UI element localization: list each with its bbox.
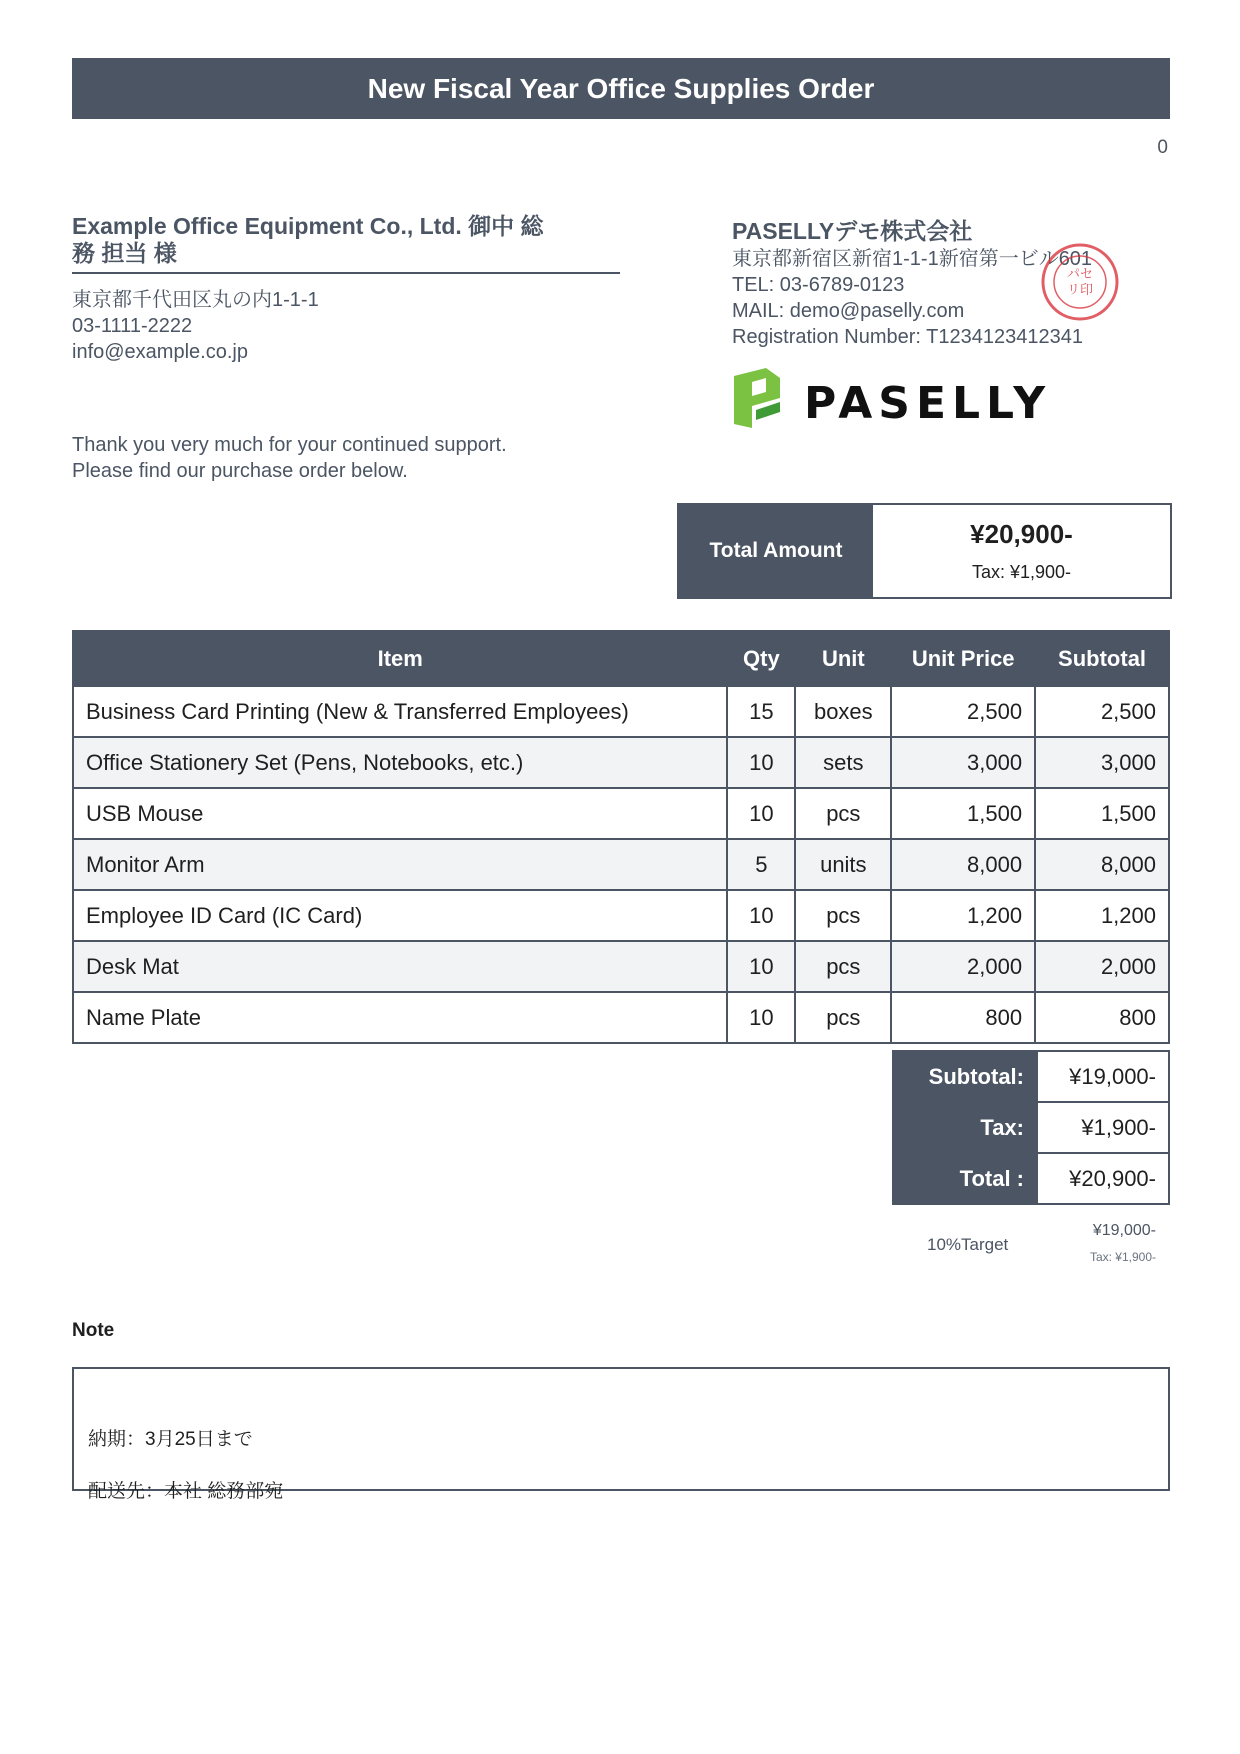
recipient-name-line1: Example Office Equipment Co., Ltd. 御中 総	[72, 213, 544, 239]
summary-tax-row	[893, 1102, 1169, 1153]
item-name: Name Plate	[73, 992, 727, 1043]
summary-total-value: ¥20,900-	[1037, 1153, 1169, 1204]
item-name: Monitor Arm	[73, 839, 727, 890]
svg-text:パセ: パセ	[1066, 267, 1094, 282]
item-name: Business Card Printing (New & Transferred Employees)	[73, 686, 727, 737]
total-amount-value	[873, 505, 1170, 597]
item-name: Office Stationery Set (Pens, Notebooks, etc.)	[73, 737, 727, 788]
recipient-name-line2: 務 担当 様	[72, 240, 177, 266]
table-row	[73, 686, 1169, 737]
item-unit: units	[795, 839, 891, 890]
item-subtotal: 2,000	[1035, 941, 1169, 992]
svg-text:リ印: リ印	[1066, 283, 1094, 298]
sender-registration: Registration Number: T1234123412341	[732, 326, 1083, 348]
table-row	[73, 788, 1169, 839]
item-subtotal: 8,000	[1035, 839, 1169, 890]
item-unit: pcs	[795, 941, 891, 992]
item-subtotal: 1,500	[1035, 788, 1169, 839]
item-qty: 10	[727, 788, 795, 839]
sender-address: 東京都新宿区新宿1-1-1新宿第一ビル601	[732, 248, 1093, 270]
item-unit: pcs	[795, 992, 891, 1043]
summary-total-label: Total :	[893, 1153, 1037, 1204]
item-qty: 5	[727, 839, 795, 890]
header-subtotal: Subtotal	[1035, 631, 1169, 686]
recipient-email: info@example.co.jp	[72, 341, 248, 363]
greeting-line1: Thank you very much for your continued support.	[72, 434, 507, 456]
note-line2: 配送先：本社 総務部宛	[88, 1481, 284, 1502]
recipient-address: 東京都千代田区丸の内1-1-1	[72, 289, 319, 311]
table-row	[73, 941, 1169, 992]
item-unit-price: 2,500	[891, 686, 1035, 737]
tax-target-amount: ¥19,000-	[1092, 1222, 1156, 1239]
summary-total-row	[893, 1153, 1169, 1204]
recipient-info	[72, 287, 319, 365]
summary-subtotal-label: Subtotal:	[893, 1051, 1037, 1102]
tax-target-tax: Tax: ¥1,900-	[1089, 1250, 1156, 1264]
item-qty: 10	[727, 941, 795, 992]
table-row	[73, 839, 1169, 890]
item-unit-price: 1,500	[891, 788, 1035, 839]
table-row	[73, 737, 1169, 788]
item-name: Desk Mat	[73, 941, 727, 992]
item-unit: pcs	[795, 788, 891, 839]
item-name: Employee ID Card (IC Card)	[73, 890, 727, 941]
item-unit-price: 3,000	[891, 737, 1035, 788]
items-table	[72, 630, 1170, 1044]
sender-mail: MAIL: demo@paselly.com	[732, 300, 965, 322]
greeting	[72, 432, 507, 484]
item-unit: boxes	[795, 686, 891, 737]
note-label: Note	[72, 1320, 115, 1341]
item-unit-price: 8,000	[891, 839, 1035, 890]
summary-subtotal-row	[893, 1051, 1169, 1102]
note-line1: 納期：3月25日まで	[88, 1429, 253, 1450]
item-unit-price: 1,200	[891, 890, 1035, 941]
item-subtotal: 2,500	[1035, 686, 1169, 737]
header-qty: Qty	[727, 631, 795, 686]
header-unit: Unit	[795, 631, 891, 686]
sender-info	[732, 246, 1092, 350]
document-title: New Fiscal Year Office Supplies Order	[72, 58, 1170, 119]
table-row	[73, 992, 1169, 1043]
svg-text:PASELLY: PASELLY	[804, 378, 1052, 429]
item-unit: pcs	[795, 890, 891, 941]
item-subtotal: 1,200	[1035, 890, 1169, 941]
summary-tax-value: ¥1,900-	[1037, 1102, 1169, 1153]
header-item: Item	[73, 631, 727, 686]
item-qty: 10	[727, 890, 795, 941]
sender-tel: TEL: 03-6789-0123	[732, 274, 905, 296]
item-qty: 10	[727, 737, 795, 788]
header-unit-price: Unit Price	[891, 631, 1035, 686]
total-tax: Tax: ¥1,900-	[971, 562, 1072, 582]
greeting-line2: Please find our purchase order below.	[72, 460, 408, 482]
page-number: 0	[1157, 137, 1168, 158]
item-name: USB Mouse	[73, 788, 727, 839]
recipient-name	[72, 213, 620, 274]
recipient-phone: 03-1111-2222	[72, 315, 193, 337]
summary-tax-label: Tax:	[893, 1102, 1037, 1153]
items-header-row	[73, 631, 1169, 686]
note-text	[88, 1401, 283, 1531]
paselly-logo	[732, 368, 1062, 430]
total-amount-label: Total Amount	[679, 505, 873, 597]
note-box	[72, 1367, 1170, 1502]
item-unit-price: 800	[891, 992, 1035, 1043]
company-seal-stamp	[1040, 242, 1120, 322]
item-subtotal: 800	[1035, 992, 1169, 1043]
summary-subtotal-value: ¥19,000-	[1037, 1051, 1169, 1102]
total-amount-box	[677, 503, 1172, 599]
sender-company: PASELLYデモ株式会社	[732, 218, 973, 244]
item-qty: 15	[727, 686, 795, 737]
item-qty: 10	[727, 992, 795, 1043]
item-unit: sets	[795, 737, 891, 788]
total-amount: ¥20,900-	[970, 519, 1073, 549]
item-unit-price: 2,000	[891, 941, 1035, 992]
summary-table	[892, 1050, 1170, 1205]
tax-rate-target: 10%Target	[927, 1235, 1009, 1254]
table-row	[73, 890, 1169, 941]
item-subtotal: 3,000	[1035, 737, 1169, 788]
